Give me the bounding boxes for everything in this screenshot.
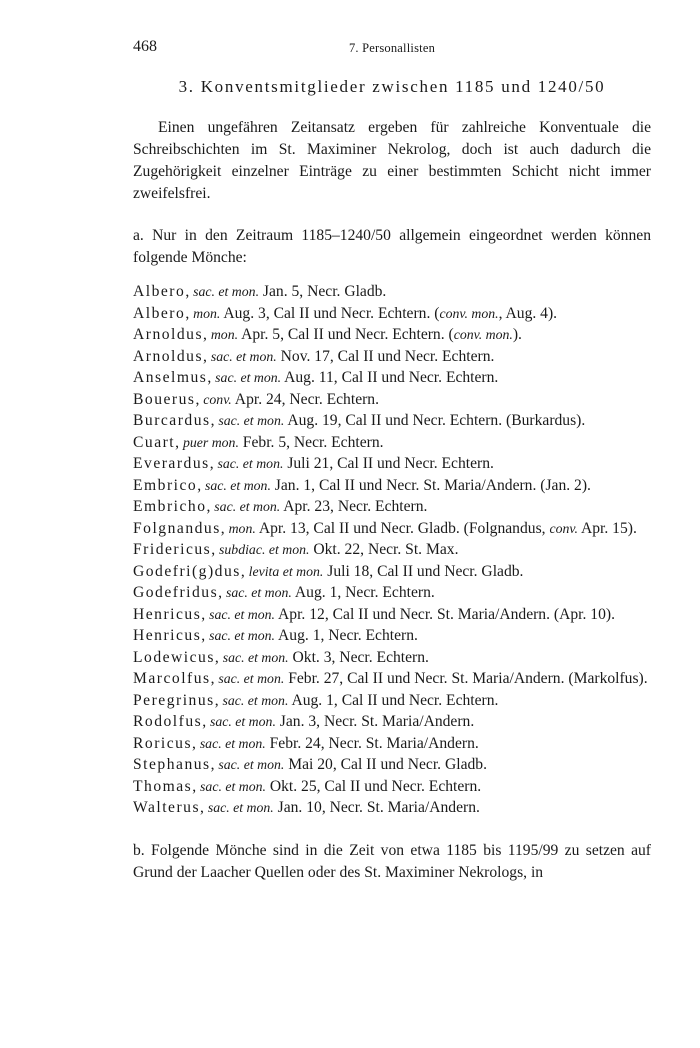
monk-name: Arnoldus <box>133 347 204 365</box>
entry-details: Aug. 19, Cal II und Necr. Echtern. (Burkardus). <box>284 412 586 429</box>
monk-entry: Albero, sac. et mon. Jan. 5, Necr. Gladb. <box>133 283 387 300</box>
monk-name: Marcolfus <box>133 670 211 687</box>
document-page <box>133 38 651 884</box>
running-title: 7. Personallisten <box>348 41 436 55</box>
monk-name: Rodolfus <box>133 713 203 730</box>
monk-name: Albero <box>133 304 186 322</box>
monk-entry: Folgnandus, mon. Apr. 13, Cal II und Necr. Gladb. (Folgnandus, conv. Apr. 15). <box>133 519 637 537</box>
monk-entry: Walterus, sac. et mon. Jan. 10, Necr. St. Maria/Andern. <box>133 799 480 816</box>
monk-role: sac. et mon. <box>209 714 276 729</box>
monk-entry: Everardus, sac. et mon. Juli 21, Cal II und Necr. Echtern. <box>133 455 494 472</box>
monk-entry: Arnoldus, mon. Apr. 5, Cal II und Necr. Echtern. (conv. mon.). <box>133 326 522 343</box>
monk-entry: Peregrinus, sac. et mon. Aug. 1, Cal II und Necr. Echtern. <box>133 691 499 709</box>
entry-details: Jan. 1, Cal II und Necr. St. Maria/Andern. (Jan. 2). <box>270 476 591 494</box>
monk-name: Cuart <box>133 433 176 451</box>
monk-entry: Marcolfus, sac. et mon. Febr. 27, Cal II und Necr. St. Maria/Andern. (Markolfus). <box>133 670 648 687</box>
intro-paragraph: Einen ungefähren Zeitansatz ergeben für zahlreiche Konventuale die Schreibschichten im St. Maximiner Nekrolog, doch ist auch dadurch die Zugehörigkeit einzelner Einträge zu einer bestimmten Schicht nicht immer zweifelsfrei. <box>133 119 651 202</box>
monk-name: Henricus <box>133 627 202 644</box>
entry-details: Jan. 10, Necr. St. Maria/Andern. <box>273 799 480 816</box>
entry-details: Okt. 22, Necr. St. Max. <box>309 541 459 558</box>
monk-role: sac. et mon. <box>214 499 281 514</box>
monk-name: Bouerus <box>133 390 196 408</box>
entry-details: Nov. 17, Cal II und Necr. Echtern. <box>276 347 495 365</box>
monk-role: mon. <box>210 327 239 342</box>
monk-name: Everardus <box>133 455 210 472</box>
monk-entry: Burcardus, sac. et mon. Aug. 19, Cal II und Necr. Echtern. (Burkardus). <box>133 412 586 429</box>
monk-entry: Godefri(g)dus, levita et mon. Juli 18, Cal II und Necr. Gladb. <box>133 562 524 580</box>
monk-name: Embricho <box>133 498 207 515</box>
entry-details: Okt. 25, Cal II und Necr. Echtern. <box>265 777 482 795</box>
monk-name: Burcardus <box>133 412 211 429</box>
entry-note-text: , Aug. 4). <box>498 304 558 322</box>
entry-note-italic: conv. mon. <box>439 305 499 321</box>
entry-details: Apr. 23, Necr. Echtern. <box>280 498 428 515</box>
entry-details: Aug. 1, Necr. Echtern. <box>291 584 435 601</box>
monk-entry: Embricho, sac. et mon. Apr. 23, Necr. Echtern. <box>133 498 428 515</box>
entry-details: Aug. 11, Cal II und Necr. Echtern. <box>281 369 499 386</box>
monk-name: Embrico <box>133 476 198 494</box>
monk-entry: Albero, mon. Aug. 3, Cal II und Necr. Echtern. (conv. mon., Aug. 4). <box>133 304 558 322</box>
monk-entry: Bouerus, conv. Apr. 24, Necr. Echtern. <box>133 390 379 408</box>
monk-role: sac. et mon. <box>222 692 289 708</box>
monk-name: Arnoldus <box>133 326 204 343</box>
monk-entry: Rodolfus, sac. et mon. Jan. 3, Necr. St. Maria/Andern. <box>133 713 475 730</box>
monk-entry: Embrico, sac. et mon. Jan. 1, Cal II und Necr. St. Maria/Andern. (Jan. 2). <box>133 476 591 494</box>
monk-entry: Henricus, sac. et mon. Aug. 1, Necr. Echtern. <box>133 627 418 644</box>
monk-role: sac. et mon. <box>199 735 266 751</box>
monk-role: sac. et mon. <box>193 284 260 299</box>
entry-details: Okt. 3, Necr. Echtern. <box>288 648 429 666</box>
entry-details: Aug. 1, Necr. Echtern. <box>275 627 418 644</box>
page-number: 468 <box>133 38 157 55</box>
monk-role: sac. et mon. <box>218 671 285 686</box>
entry-details: Febr. 27, Cal II und Necr. St. Maria/Andern. (Markolfus). <box>284 670 648 687</box>
monk-name: Henricus <box>133 605 202 623</box>
monk-entry: Anselmus, sac. et mon. Aug. 11, Cal II und Necr. Echtern. <box>133 369 499 386</box>
monk-entry: Thomas, sac. et mon. Okt. 25, Cal II und Necr. Echtern. <box>133 777 482 795</box>
monk-role: mon. <box>193 305 221 321</box>
entry-details: Juli 18, Cal II und Necr. Gladb. <box>323 562 524 580</box>
monk-entry: Arnoldus, sac. et mon. Nov. 17, Cal II und Necr. Echtern. <box>133 347 495 365</box>
entry-note-text: Apr. 15). <box>577 519 637 537</box>
entry-details: Febr. 5, Necr. Echtern. <box>238 433 384 451</box>
entry-note-italic: conv. <box>549 520 578 536</box>
monk-name: Peregrinus <box>133 691 215 709</box>
monk-role: sac. et mon. <box>209 628 275 643</box>
monk-role: sac. et mon. <box>200 778 266 794</box>
monk-entry: Henricus, sac. et mon. Apr. 12, Cal II und Necr. St. Maria/Andern. (Apr. 10). <box>133 605 615 623</box>
monk-role: levita et mon. <box>248 563 324 579</box>
monk-role: conv. <box>203 391 232 407</box>
monk-entry: Roricus, sac. et mon. Febr. 24, Necr. St. Maria/Andern. <box>133 734 479 752</box>
monk-role: mon. <box>228 520 256 536</box>
entry-details: Jan. 3, Necr. St. Maria/Andern. <box>275 713 475 730</box>
monk-name: Folgnandus <box>133 519 221 537</box>
monk-role: puer mon. <box>182 434 239 450</box>
monk-name: Thomas <box>133 777 193 795</box>
monk-name: Lodewicus <box>133 648 215 666</box>
monk-entry-list <box>133 281 651 819</box>
entry-details: Aug. 1, Cal II und Necr. Echtern. <box>288 691 499 709</box>
subsection-b-paragraph: b. Folgende Mönche sind in die Zeit von etwa 1185 bis 1195/99 zu setzen auf Grund der Laacher Quellen oder des St. Maximiner Nekrologs, in <box>133 841 651 881</box>
monk-role: sac. et mon. <box>205 477 271 493</box>
section-heading: 3. Konventsmitglieder zwischen 1185 und 1240/50 <box>178 77 606 96</box>
entry-note-text: ). <box>512 326 522 343</box>
monk-entry: Lodewicus, sac. et mon. Okt. 3, Necr. Echtern. <box>133 648 429 666</box>
monk-name: Albero <box>133 283 186 300</box>
monk-role: sac. et mon. <box>217 456 284 471</box>
entry-details: Apr. 13, Cal II und Necr. Gladb. (Folgnandus, <box>255 519 550 537</box>
monk-name: Roricus <box>133 734 193 752</box>
entry-note-italic: conv. mon. <box>453 327 513 342</box>
entry-details: Jan. 5, Necr. Gladb. <box>259 283 387 300</box>
monk-entry: Fridericus, subdiac. et mon. Okt. 22, Necr. St. Max. <box>133 541 459 558</box>
entry-details: Aug. 3, Cal II und Necr. Echtern. ( <box>220 304 440 322</box>
monk-name: Anselmus <box>133 369 208 386</box>
monk-name: Walterus <box>133 799 201 816</box>
entry-details: Mai 20, Cal II und Necr. Gladb. <box>284 756 487 773</box>
monk-role: sac. et mon. <box>215 370 282 385</box>
monk-role: subdiac. et mon. <box>219 542 310 557</box>
monk-name: Fridericus <box>133 541 212 558</box>
monk-role: sac. et mon. <box>207 800 274 815</box>
monk-role: sac. et mon. <box>222 649 289 665</box>
monk-name: Godefri(g)dus <box>133 562 241 580</box>
monk-role: sac. et mon. <box>225 585 292 600</box>
monk-entry: Cuart, puer mon. Febr. 5, Necr. Echtern. <box>133 433 384 451</box>
subsection-a-paragraph: a. Nur in den Zeitraum 1185–1240/50 allgemein eingeordnet werden können folgende Mönche: <box>133 227 651 266</box>
monk-name: Stephanus <box>133 756 211 773</box>
monk-entry: Godefridus, sac. et mon. Aug. 1, Necr. Echtern. <box>133 584 435 601</box>
monk-entry: Stephanus, sac. et mon. Mai 20, Cal II und Necr. Gladb. <box>133 756 487 773</box>
entry-details: Apr. 24, Necr. Echtern. <box>231 390 379 408</box>
monk-role: sac. et mon. <box>210 348 277 364</box>
entry-details: Apr. 12, Cal II und Necr. St. Maria/Andern. (Apr. 10). <box>275 605 615 623</box>
monk-role: sac. et mon. <box>218 413 285 428</box>
entry-details: Febr. 24, Necr. St. Maria/Andern. <box>265 734 479 752</box>
monk-role: sac. et mon. <box>209 606 275 622</box>
entry-details: Apr. 5, Cal II und Necr. Echtern. ( <box>238 326 454 343</box>
monk-role: sac. et mon. <box>218 757 285 772</box>
running-head <box>133 38 651 58</box>
entry-details: Juli 21, Cal II und Necr. Echtern. <box>283 455 494 472</box>
monk-name: Godefridus <box>133 584 219 601</box>
